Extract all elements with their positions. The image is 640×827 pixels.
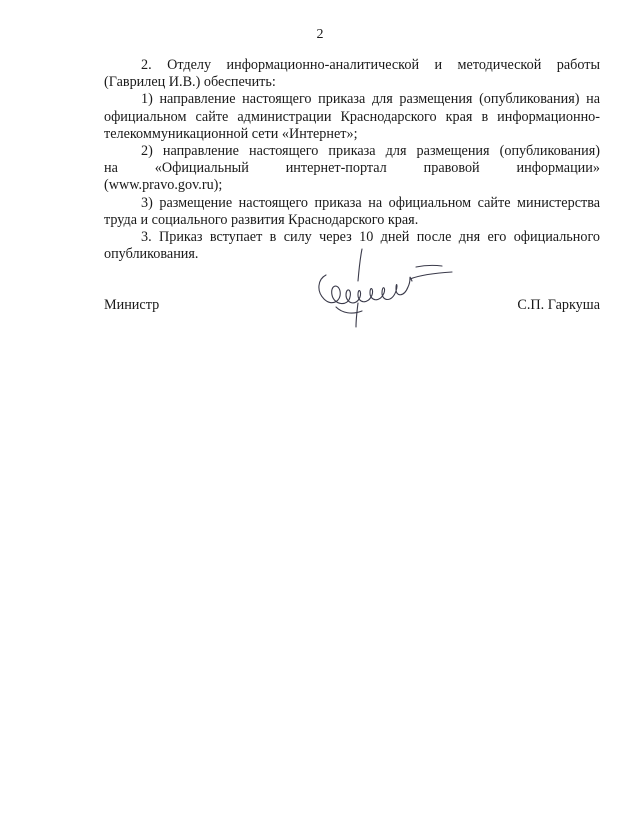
list-item-3 — [104, 195, 600, 229]
signature-stroke-vertical — [358, 249, 362, 281]
list-item-2-url: (www.pravo.gov.ru); — [104, 177, 223, 194]
paragraph-2-line-1: 2. Отделу информационно-аналитической и методической работы — [141, 57, 600, 73]
list-item-2-word-4: правовой — [423, 160, 480, 177]
list-item-3-text: 3) размещение настоящего приказа на официальном сайте министерства труда и социального развития Краснодарского края. — [104, 194, 600, 228]
paragraph-2-line-2: (Гаврилец И.В.) обеспечить: — [104, 74, 276, 91]
list-item-2-word-2: «Официальный — [154, 160, 249, 177]
list-item-2-word-1: на — [104, 160, 118, 177]
signature-block — [104, 297, 600, 317]
signature-stroke-bar — [416, 265, 442, 267]
document-body — [104, 57, 600, 263]
paragraph-2 — [104, 57, 600, 74]
signer-name: С.П. Гаркуша — [517, 297, 600, 313]
list-item-2-line-3 — [104, 177, 600, 194]
paragraph-2-continuation — [104, 74, 600, 91]
list-item-2-word-5: информации» — [516, 160, 600, 177]
handwritten-signature — [296, 245, 466, 333]
list-item-2-line-2 — [104, 160, 600, 177]
paragraph-3-text: 3. Приказ вступает в силу через 10 дней после дня его официального опубликования. — [104, 229, 600, 263]
list-item-1 — [104, 91, 600, 143]
list-item-2-word-3: интернет-портал — [285, 160, 387, 177]
signature-stroke-tail — [410, 272, 452, 279]
list-item-2 — [104, 143, 600, 160]
list-item-1-text: 1) направление настоящего приказа для размещения (опубликования) на официальном сайте администрации Краснодарского края в информационно-телекоммуникационной сети «Интернет»; — [104, 91, 600, 142]
list-item-2-line-1: 2) направление настоящего приказа для размещения (опубликования) — [141, 143, 600, 160]
signer-position: Министр — [104, 297, 160, 313]
page-number: 2 — [316, 27, 324, 42]
